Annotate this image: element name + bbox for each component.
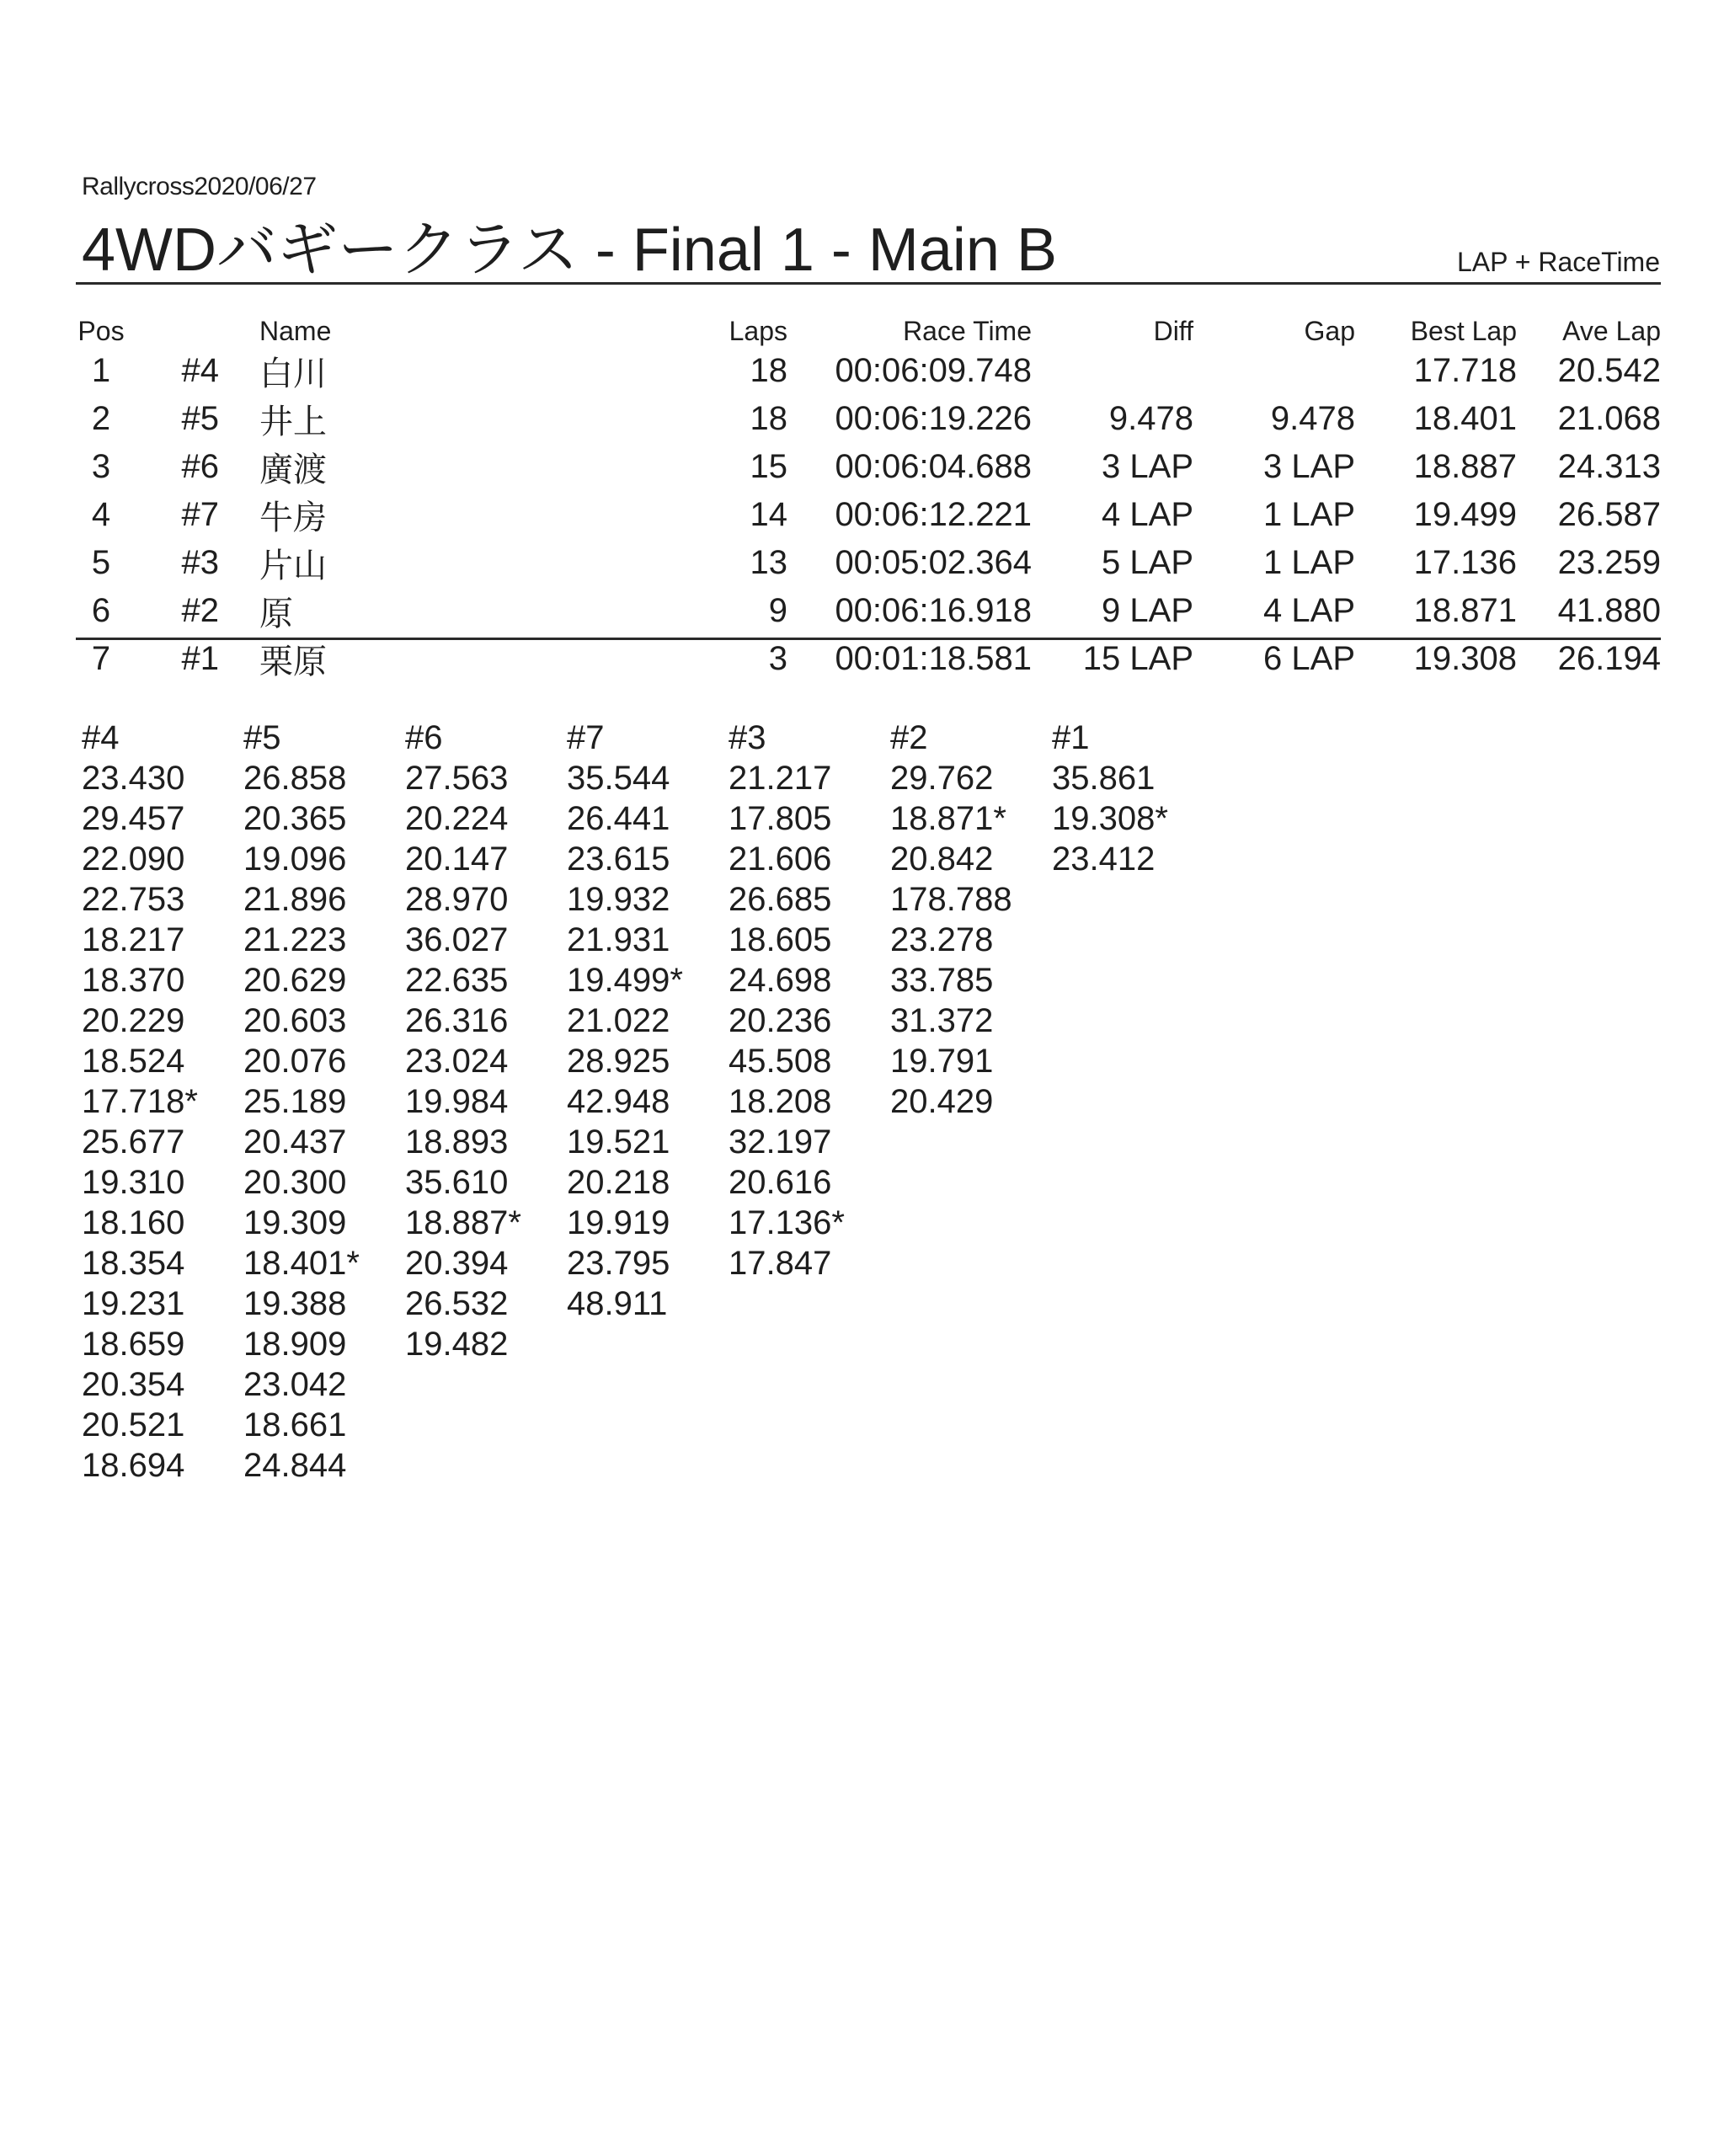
row-race-time: 00:06:12.221 — [835, 496, 1032, 533]
lap-time: 23.278 — [890, 921, 994, 958]
lap-time: 20.616 — [729, 1164, 832, 1201]
table-row — [76, 491, 1661, 539]
driver-name-text: 井上 — [259, 403, 327, 440]
lap-time: 20.429 — [890, 1083, 994, 1120]
row-gap: 6 LAP — [1263, 640, 1355, 677]
lap-time: 20.224 — [405, 800, 509, 837]
lap-time: 23.024 — [405, 1043, 509, 1080]
lap-time: 22.635 — [405, 962, 509, 999]
row-driver-name — [219, 635, 640, 683]
row-pos: 3 — [91, 448, 111, 485]
header-divider — [76, 282, 1661, 285]
row-diff: 4 LAP — [1102, 496, 1193, 533]
lap-column-car-number: #3 — [729, 719, 766, 756]
row-race-time: 00:06:04.688 — [835, 448, 1032, 485]
lap-time: 20.437 — [243, 1123, 347, 1161]
row-diff: 9.478 — [1108, 400, 1193, 437]
lap-column — [567, 718, 729, 1486]
col-header-best-lap: Best Lap — [1410, 316, 1517, 346]
row-car-number: #4 — [181, 352, 219, 389]
lap-time: 21.022 — [567, 1002, 670, 1039]
lap-time: 17.847 — [729, 1245, 832, 1282]
lap-time: 19.231 — [82, 1285, 185, 1322]
row-race-time: 00:05:02.364 — [835, 544, 1032, 581]
lap-column — [82, 718, 243, 1486]
table-row — [76, 587, 1661, 635]
lap-time: 19.919 — [567, 1204, 670, 1241]
lap-time: 20.354 — [82, 1366, 185, 1403]
row-race-time: 00:06:19.226 — [835, 400, 1032, 437]
row-laps: 14 — [750, 496, 787, 533]
lap-column — [890, 718, 1052, 1486]
col-header-pos: Pos — [77, 316, 125, 346]
lap-column-car-number: #1 — [1052, 719, 1090, 756]
table-row — [76, 443, 1661, 491]
row-car-number: #2 — [181, 592, 219, 629]
row-gap: 3 LAP — [1263, 448, 1355, 485]
row-driver-name — [219, 491, 640, 539]
lap-time: 21.217 — [729, 760, 832, 797]
lap-time: 35.544 — [567, 760, 670, 797]
lap-time: 31.372 — [890, 1002, 994, 1039]
lap-time: 18.605 — [729, 921, 832, 958]
lap-time: 42.948 — [567, 1083, 670, 1120]
col-header-name — [219, 313, 640, 347]
lap-time: 18.208 — [729, 1083, 832, 1120]
row-best-lap: 18.401 — [1413, 400, 1517, 437]
lap-time: 35.861 — [1052, 760, 1156, 797]
row-laps: 9 — [768, 592, 787, 629]
lap-time: 28.925 — [567, 1043, 670, 1080]
lap-time: 20.300 — [243, 1164, 347, 1201]
lap-time: 35.610 — [405, 1164, 509, 1201]
driver-name-text: 原 — [259, 595, 293, 632]
lap-time: 21.223 — [243, 921, 347, 958]
lap-time: 18.354 — [82, 1245, 185, 1282]
lap-time: 19.521 — [567, 1123, 670, 1161]
results-table — [76, 313, 1661, 683]
lap-time: 20.842 — [890, 841, 994, 878]
lap-time: 18.370 — [82, 962, 185, 999]
row-laps: 13 — [750, 544, 787, 581]
row-gap: 1 LAP — [1263, 544, 1355, 581]
lap-time: 18.887* — [405, 1204, 521, 1241]
row-ave-lap: 20.542 — [1557, 352, 1661, 389]
row-gap — [1193, 347, 1355, 395]
lap-time: 26.685 — [729, 881, 832, 918]
lap-time: 19.310 — [82, 1164, 185, 1201]
row-race-time: 00:06:16.918 — [835, 592, 1032, 629]
row-driver-name — [219, 443, 640, 491]
row-best-lap: 17.136 — [1413, 544, 1517, 581]
row-pos: 7 — [91, 640, 111, 677]
lap-time: 21.931 — [567, 921, 670, 958]
row-ave-lap: 26.587 — [1557, 496, 1661, 533]
lap-time: 18.694 — [82, 1447, 185, 1484]
lap-time: 22.753 — [82, 881, 185, 918]
lap-time: 48.911 — [567, 1285, 668, 1322]
driver-name-text: 牛房 — [259, 499, 327, 536]
row-car-number: #6 — [181, 448, 219, 485]
lap-time: 21.896 — [243, 881, 347, 918]
lap-time: 18.893 — [405, 1123, 509, 1161]
col-header-diff: Diff — [1153, 316, 1193, 346]
col-header-name-label: Name — [259, 316, 332, 346]
lap-time: 18.661 — [243, 1406, 347, 1444]
row-car-number: #3 — [181, 544, 219, 581]
lap-time: 32.197 — [729, 1123, 832, 1161]
row-best-lap: 18.887 — [1413, 448, 1517, 485]
row-pos: 2 — [91, 400, 111, 437]
lap-time: 18.871* — [890, 800, 1006, 837]
row-driver-name — [219, 539, 640, 587]
row-pos: 1 — [91, 352, 111, 389]
lap-time: 19.308* — [1052, 800, 1168, 837]
lap-time: 20.629 — [243, 962, 347, 999]
lap-time: 22.090 — [82, 841, 185, 878]
lap-column — [729, 718, 890, 1486]
lap-column-car-number: #2 — [890, 719, 928, 756]
lap-column — [405, 718, 567, 1486]
lap-time: 18.659 — [82, 1326, 185, 1363]
table-row — [76, 347, 1661, 395]
row-pos: 4 — [91, 496, 111, 533]
lap-time: 26.441 — [567, 800, 670, 837]
row-laps: 15 — [750, 448, 787, 485]
page-subtitle: LAP + RaceTime — [1457, 247, 1660, 277]
driver-name-text: 栗原 — [259, 643, 327, 680]
row-driver-name — [219, 395, 640, 443]
lap-column-car-number: #6 — [405, 719, 443, 756]
lap-time: 25.677 — [82, 1123, 185, 1161]
lap-time: 29.762 — [890, 760, 994, 797]
col-header-race-time: Race Time — [903, 316, 1032, 346]
event-date: Rallycross2020/06/27 — [82, 173, 317, 200]
row-ave-lap: 41.880 — [1557, 592, 1661, 629]
row-laps: 18 — [750, 352, 787, 389]
col-header-laps: Laps — [729, 316, 787, 346]
row-ave-lap: 26.194 — [1557, 640, 1661, 677]
row-diff: 5 LAP — [1102, 544, 1193, 581]
lap-time: 20.603 — [243, 1002, 347, 1039]
lap-time: 17.136* — [729, 1204, 845, 1241]
lap-time: 23.795 — [567, 1245, 670, 1282]
row-pos: 5 — [91, 544, 111, 581]
lap-column — [1052, 718, 1214, 1486]
row-race-time: 00:01:18.581 — [835, 640, 1032, 677]
lap-column-car-number: #7 — [567, 719, 605, 756]
row-laps: 18 — [750, 400, 787, 437]
lap-time: 20.394 — [405, 1245, 509, 1282]
page-title: 4WDバギークラス - Final 1 - Main B — [82, 216, 1057, 284]
lap-time: 20.147 — [405, 841, 509, 878]
row-car-number: #5 — [181, 400, 219, 437]
row-pos: 6 — [91, 592, 111, 629]
row-best-lap: 19.499 — [1413, 496, 1517, 533]
lap-time: 19.482 — [405, 1326, 509, 1363]
lap-time: 19.984 — [405, 1083, 509, 1120]
lap-column-car-number: #5 — [243, 719, 281, 756]
row-best-lap: 19.308 — [1413, 640, 1517, 677]
lap-time: 33.785 — [890, 962, 994, 999]
lap-time: 17.718* — [82, 1083, 198, 1120]
row-gap: 9.478 — [1270, 400, 1355, 437]
col-header-number — [126, 313, 219, 347]
lap-time: 19.096 — [243, 841, 347, 878]
row-ave-lap: 23.259 — [1557, 544, 1661, 581]
lap-time: 20.365 — [243, 800, 347, 837]
lap-time: 178.788 — [890, 881, 1012, 918]
lap-time: 24.844 — [243, 1447, 347, 1484]
row-best-lap: 17.718 — [1413, 352, 1517, 389]
lap-time: 26.316 — [405, 1002, 509, 1039]
lap-time: 19.932 — [567, 881, 670, 918]
lap-time: 23.430 — [82, 760, 185, 797]
driver-name-text: 白川 — [259, 355, 327, 392]
row-gap: 4 LAP — [1263, 592, 1355, 629]
lap-time: 19.309 — [243, 1204, 347, 1241]
lap-times-grid — [82, 718, 1214, 1486]
lap-time: 28.970 — [405, 881, 509, 918]
lap-time: 18.524 — [82, 1043, 185, 1080]
table-row — [76, 539, 1661, 587]
lap-time: 26.532 — [405, 1285, 509, 1322]
lap-time: 27.563 — [405, 760, 509, 797]
lap-time: 36.027 — [405, 921, 509, 958]
lap-time: 25.189 — [243, 1083, 347, 1120]
driver-name-text: 廣渡 — [259, 451, 327, 488]
lap-time: 45.508 — [729, 1043, 832, 1080]
table-row — [76, 395, 1661, 443]
lap-time: 21.606 — [729, 841, 832, 878]
row-best-lap: 18.871 — [1413, 592, 1517, 629]
table-divider — [76, 638, 1661, 640]
lap-time: 20.521 — [82, 1406, 185, 1444]
driver-name-text: 片山 — [259, 547, 327, 584]
col-header-gap: Gap — [1304, 316, 1355, 346]
lap-time: 19.388 — [243, 1285, 347, 1322]
lap-time: 18.217 — [82, 921, 185, 958]
lap-time: 18.909 — [243, 1326, 347, 1363]
lap-time: 29.457 — [82, 800, 185, 837]
row-ave-lap: 21.068 — [1557, 400, 1661, 437]
row-ave-lap: 24.313 — [1557, 448, 1661, 485]
lap-time: 20.076 — [243, 1043, 347, 1080]
row-driver-name — [219, 347, 640, 395]
lap-column-car-number: #4 — [82, 719, 120, 756]
lap-column — [243, 718, 405, 1486]
row-diff — [1032, 347, 1193, 395]
lap-time: 19.791 — [890, 1043, 994, 1080]
row-race-time: 00:06:09.748 — [835, 352, 1032, 389]
row-diff: 3 LAP — [1102, 448, 1193, 485]
lap-time: 26.858 — [243, 760, 347, 797]
lap-time: 20.229 — [82, 1002, 185, 1039]
results-header-row — [76, 313, 1661, 347]
lap-time: 17.805 — [729, 800, 832, 837]
col-header-ave-lap: Ave Lap — [1562, 316, 1661, 346]
row-diff: 15 LAP — [1082, 640, 1193, 677]
row-driver-name — [219, 587, 640, 635]
row-car-number: #7 — [181, 496, 219, 533]
row-laps: 3 — [768, 640, 787, 677]
lap-time: 19.499* — [567, 962, 683, 999]
lap-time: 18.401* — [243, 1245, 360, 1282]
lap-time: 20.218 — [567, 1164, 670, 1201]
table-row — [76, 635, 1661, 683]
lap-time: 20.236 — [729, 1002, 832, 1039]
lap-time: 23.615 — [567, 841, 670, 878]
row-gap: 1 LAP — [1263, 496, 1355, 533]
lap-time: 23.042 — [243, 1366, 347, 1403]
row-car-number: #1 — [181, 640, 219, 677]
lap-time: 18.160 — [82, 1204, 185, 1241]
lap-time: 24.698 — [729, 962, 832, 999]
lap-time: 23.412 — [1052, 841, 1156, 878]
row-diff: 9 LAP — [1102, 592, 1193, 629]
